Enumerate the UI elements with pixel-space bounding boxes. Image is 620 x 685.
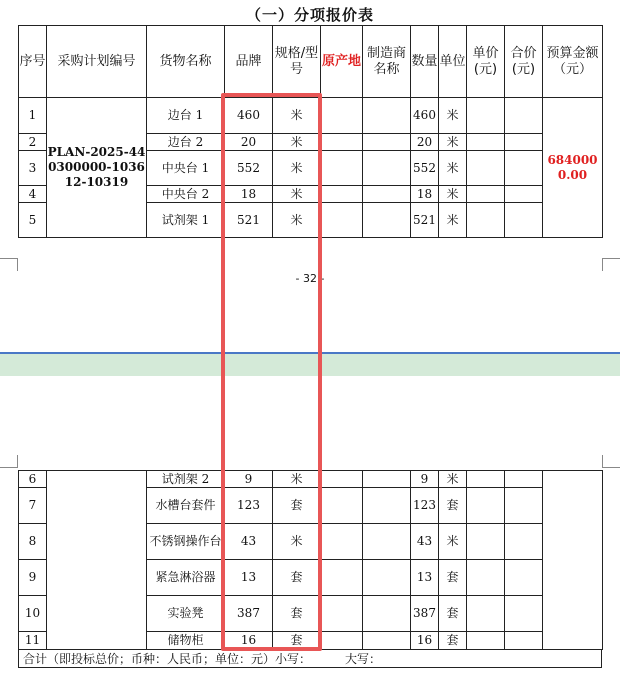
- cell-origin: [321, 203, 363, 238]
- cell-unit: 米: [439, 151, 467, 186]
- cell-subtotal: [505, 186, 543, 203]
- cell-unit-price: [467, 524, 505, 560]
- cell-unit-price: [467, 134, 505, 151]
- cell-unit: 米: [439, 203, 467, 238]
- table-row: [19, 471, 603, 488]
- cell-qty: 20: [411, 134, 439, 151]
- cell-brand: 460: [225, 98, 273, 134]
- cell-brand: 16: [225, 632, 273, 650]
- cell-unit: 米: [439, 186, 467, 203]
- header-goods: 货物名称: [147, 26, 225, 98]
- cell-spec: 套: [273, 596, 321, 632]
- cell-goods: 试剂架 2: [147, 471, 225, 488]
- cell-brand: 18: [225, 186, 273, 203]
- cell-qty: 521: [411, 203, 439, 238]
- budget-amount: 6840000.00: [543, 98, 603, 238]
- quote-table-top: [18, 25, 603, 238]
- header-qty: 数量: [411, 26, 439, 98]
- cell-qty: 387: [411, 596, 439, 632]
- cell-maker: [363, 632, 411, 650]
- cell-qty: 13: [411, 560, 439, 596]
- cell-origin: [321, 596, 363, 632]
- cell-origin: [321, 186, 363, 203]
- page-break-band: [0, 352, 620, 376]
- header-brand: 品牌: [225, 26, 273, 98]
- plan-number-continued: [47, 471, 147, 650]
- cell-maker: [363, 151, 411, 186]
- page-corner-mark: [0, 455, 18, 468]
- total-big-label: 大写：: [345, 652, 382, 666]
- total-row: [18, 650, 602, 668]
- cell-subtotal: [505, 203, 543, 238]
- cell-origin: [321, 488, 363, 524]
- cell-goods: 实验凳: [147, 596, 225, 632]
- cell-brand: 521: [225, 203, 273, 238]
- cell-unit-price: [467, 560, 505, 596]
- cell-goods: 边台 1: [147, 98, 225, 134]
- header-spec: 规格/型号: [273, 26, 321, 98]
- cell-spec: 米: [273, 98, 321, 134]
- cell-unit-price: [467, 471, 505, 488]
- cell-subtotal: [505, 632, 543, 650]
- cell-spec: 套: [273, 632, 321, 650]
- cell-unit-price: [467, 488, 505, 524]
- cell-brand: 552: [225, 151, 273, 186]
- cell-origin: [321, 524, 363, 560]
- cell-unit-price: [467, 632, 505, 650]
- cell-seq: 10: [19, 596, 47, 632]
- cell-qty: 460: [411, 98, 439, 134]
- cell-seq: 9: [19, 560, 47, 596]
- cell-origin: [321, 151, 363, 186]
- cell-unit-price: [467, 98, 505, 134]
- cell-spec: 米: [273, 134, 321, 151]
- cell-seq: 8: [19, 524, 47, 560]
- cell-maker: [363, 98, 411, 134]
- cell-unit-price: [467, 203, 505, 238]
- cell-seq: 5: [19, 203, 47, 238]
- header-row: [19, 26, 603, 98]
- page-title: （一）分项报价表: [245, 6, 374, 24]
- cell-subtotal: [505, 471, 543, 488]
- header-subtotal: 合价(元): [505, 26, 543, 98]
- page-corner-mark: [0, 258, 18, 271]
- cell-maker: [363, 488, 411, 524]
- cell-qty: 552: [411, 151, 439, 186]
- cell-goods: 不锈钢操作台: [147, 524, 225, 560]
- cell-maker: [363, 596, 411, 632]
- cell-qty: 18: [411, 186, 439, 203]
- cell-goods: 边台 2: [147, 134, 225, 151]
- cell-subtotal: [505, 596, 543, 632]
- cell-seq: 7: [19, 488, 47, 524]
- cell-goods: 中央台 1: [147, 151, 225, 186]
- cell-maker: [363, 560, 411, 596]
- header-unit-price: 单价(元): [467, 26, 505, 98]
- cell-brand: 9: [225, 471, 273, 488]
- cell-qty: 123: [411, 488, 439, 524]
- cell-seq: 11: [19, 632, 47, 650]
- cell-unit: 米: [439, 471, 467, 488]
- cell-brand: 43: [225, 524, 273, 560]
- cell-unit: 米: [439, 98, 467, 134]
- header-seq: 序号: [19, 26, 47, 98]
- cell-brand: 387: [225, 596, 273, 632]
- cell-spec: 套: [273, 488, 321, 524]
- cell-unit: 套: [439, 596, 467, 632]
- cell-subtotal: [505, 524, 543, 560]
- cell-origin: [321, 471, 363, 488]
- cell-maker: [363, 524, 411, 560]
- cell-spec: 米: [273, 186, 321, 203]
- cell-subtotal: [505, 560, 543, 596]
- cell-subtotal: [505, 488, 543, 524]
- cell-maker: [363, 186, 411, 203]
- table-row: [19, 98, 603, 134]
- cell-unit: 套: [439, 488, 467, 524]
- cell-spec: 米: [273, 203, 321, 238]
- cell-unit: 米: [439, 134, 467, 151]
- cell-unit-price: [467, 151, 505, 186]
- cell-origin: [321, 560, 363, 596]
- cell-seq: 4: [19, 186, 47, 203]
- page-corner-mark: [602, 455, 620, 468]
- total-label: 合计（即投标总价；币种：人民币；单位：元）小写：: [23, 652, 312, 666]
- cell-unit: 套: [439, 632, 467, 650]
- page-corner-mark: [602, 258, 620, 271]
- cell-seq: 6: [19, 471, 47, 488]
- header-budget: 预算金额（元）: [543, 26, 603, 98]
- cell-subtotal: [505, 98, 543, 134]
- cell-spec: 米: [273, 151, 321, 186]
- header-origin: 原产地: [321, 26, 363, 98]
- cell-seq: 3: [19, 151, 47, 186]
- budget-continued: [543, 471, 603, 650]
- cell-qty: 9: [411, 471, 439, 488]
- cell-unit-price: [467, 596, 505, 632]
- page-number: - 32 -: [295, 272, 325, 285]
- cell-maker: [363, 471, 411, 488]
- cell-brand: 20: [225, 134, 273, 151]
- cell-subtotal: [505, 134, 543, 151]
- cell-spec: 米: [273, 524, 321, 560]
- cell-subtotal: [505, 151, 543, 186]
- cell-unit-price: [467, 186, 505, 203]
- cell-goods: 紧急淋浴器: [147, 560, 225, 596]
- cell-goods: 试剂架 1: [147, 203, 225, 238]
- cell-goods: 储物柜: [147, 632, 225, 650]
- cell-maker: [363, 134, 411, 151]
- cell-spec: 套: [273, 560, 321, 596]
- cell-brand: 123: [225, 488, 273, 524]
- cell-origin: [321, 98, 363, 134]
- header-plan-no: 采购计划编号: [47, 26, 147, 98]
- cell-origin: [321, 632, 363, 650]
- cell-spec: 米: [273, 471, 321, 488]
- header-unit: 单位: [439, 26, 467, 98]
- quote-table-bottom: [18, 470, 603, 650]
- cell-unit: 套: [439, 560, 467, 596]
- cell-maker: [363, 203, 411, 238]
- header-maker: 制造商名称: [363, 26, 411, 98]
- cell-unit: 米: [439, 524, 467, 560]
- cell-brand: 13: [225, 560, 273, 596]
- cell-seq: 2: [19, 134, 47, 151]
- plan-number: PLAN-2025-440300000-103612-10319: [47, 98, 147, 238]
- cell-origin: [321, 134, 363, 151]
- cell-qty: 43: [411, 524, 439, 560]
- cell-goods: 中央台 2: [147, 186, 225, 203]
- cell-seq: 1: [19, 98, 47, 134]
- cell-qty: 16: [411, 632, 439, 650]
- cell-goods: 水槽台套件: [147, 488, 225, 524]
